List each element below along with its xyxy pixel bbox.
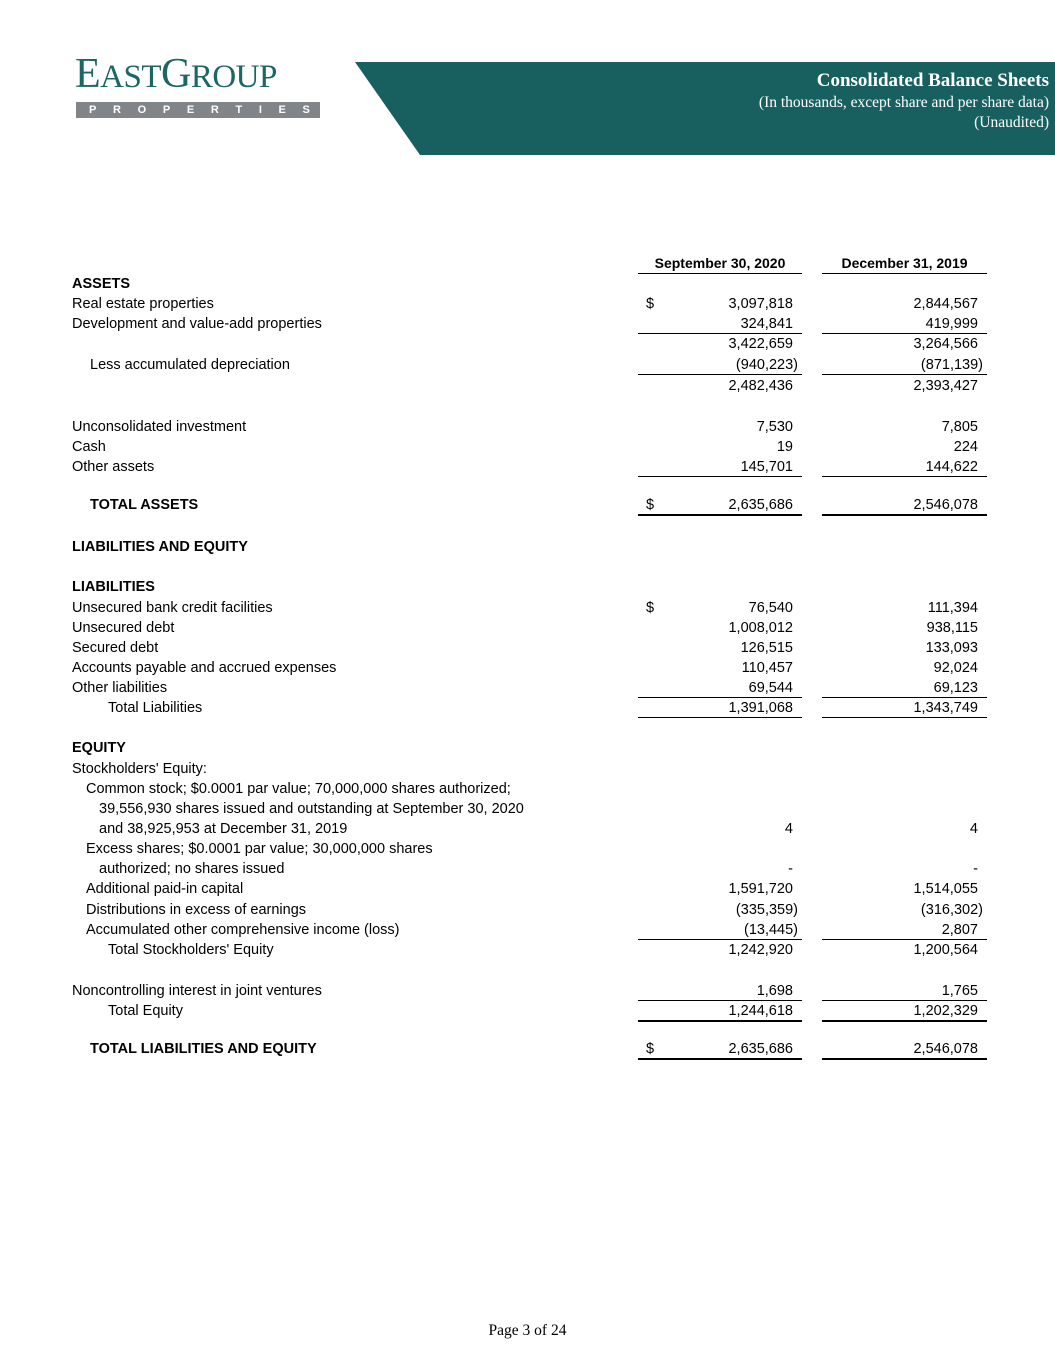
page-number: Page 3 of 24 <box>488 1322 567 1339</box>
row-label: Accumulated other comprehensive income (loss) <box>86 922 400 938</box>
row-label: Less accumulated depreciation <box>90 357 290 373</box>
row-label: Other assets <box>72 459 155 475</box>
value-dec-2019: 2,807 <box>941 922 978 938</box>
page-subtitle: (In thousands, except share and per share data) <box>758 94 1049 111</box>
value-sep-2020: - <box>788 861 793 877</box>
row-label: Real estate properties <box>72 296 214 312</box>
dollar-sign: $ <box>646 1041 655 1057</box>
subtotal-underline <box>638 374 802 375</box>
value-sep-2020: 145,701 <box>740 459 793 475</box>
value-sep-2020: 2,635,686 <box>728 497 793 513</box>
value-sep-2020: 69,544 <box>748 680 793 696</box>
total-underline <box>638 514 802 516</box>
value-dec-2019: - <box>973 861 978 877</box>
row-label: Unsecured debt <box>72 620 175 636</box>
dollar-sign: $ <box>646 497 655 513</box>
column-header-sep-2020: September 30, 2020 <box>638 255 802 274</box>
row-label: Development and value-add properties <box>72 316 322 332</box>
value-dec-2019: 938,115 <box>926 620 978 636</box>
value-sep-2020: 19 <box>776 439 793 455</box>
value-dec-2019: 7,805 <box>941 419 978 435</box>
row-label: Total Stockholders' Equity <box>108 942 274 958</box>
table-row <box>0 800 1055 820</box>
subtotal-underline <box>638 939 802 940</box>
logo-letter: I <box>258 104 262 116</box>
value-sep-2020: (335,359) <box>735 902 798 918</box>
logo-letter: O <box>137 104 147 116</box>
value-dec-2019: 2,393,427 <box>913 378 978 394</box>
row-label: and 38,925,953 at December 31, 2019 <box>99 821 348 837</box>
row-label: Secured debt <box>72 640 159 656</box>
subtotal-underline <box>822 374 987 375</box>
value-dec-2019: 2,546,078 <box>913 1041 978 1057</box>
row-label: Common stock; $0.0001 par value; 70,000,000 shares authorized; <box>86 781 511 797</box>
subtotal-underline <box>822 476 987 477</box>
row-label: TOTAL ASSETS <box>90 497 199 513</box>
table-row <box>0 880 1055 900</box>
table-row <box>0 538 1055 558</box>
value-dec-2019: 2,546,078 <box>913 497 978 513</box>
table-row <box>0 295 1055 315</box>
row-label: Total Equity <box>108 1003 183 1019</box>
subtotal-underline <box>638 333 802 334</box>
table-row <box>0 496 1055 516</box>
total-underline <box>638 1020 802 1022</box>
table-row <box>0 619 1055 639</box>
table-row <box>0 921 1055 941</box>
logo-letter: R <box>210 104 219 116</box>
table-row <box>0 377 1055 397</box>
value-dec-2019: 4 <box>969 821 978 837</box>
table-row <box>0 659 1055 679</box>
table-row <box>0 1002 1055 1022</box>
row-label: authorized; no shares issued <box>99 861 285 877</box>
subtotal-underline <box>822 1000 987 1001</box>
dollar-sign: $ <box>646 296 655 312</box>
logo-letter: E <box>186 104 195 116</box>
value-sep-2020: 3,097,818 <box>728 296 793 312</box>
logo-letter: E <box>278 104 286 116</box>
value-dec-2019: (871,139) <box>920 357 983 373</box>
value-sep-2020: 2,482,436 <box>728 378 793 394</box>
subtotal-underline <box>822 717 987 718</box>
subtotal-underline <box>638 697 802 698</box>
row-label: Noncontrolling interest in joint ventures <box>72 983 322 999</box>
row-label: Other liabilities <box>72 680 168 696</box>
value-dec-2019: 224 <box>953 439 978 455</box>
value-sep-2020: 4 <box>784 821 793 837</box>
row-label: Distributions in excess of earnings <box>86 902 307 918</box>
subtotal-underline <box>638 1000 802 1001</box>
table-row <box>0 458 1055 478</box>
table-row <box>0 578 1055 598</box>
value-dec-2019: 1,202,329 <box>913 1003 978 1019</box>
row-label: LIABILITIES AND EQUITY <box>72 539 248 555</box>
table-row <box>0 599 1055 619</box>
logo-letter: P <box>162 104 171 116</box>
value-dec-2019: 1,200,564 <box>913 942 978 958</box>
value-sep-2020: 3,422,659 <box>728 336 793 352</box>
table-row <box>0 901 1055 921</box>
table-row <box>0 679 1055 699</box>
row-label: Unsecured bank credit facilities <box>72 600 273 616</box>
table-row <box>0 941 1055 961</box>
value-dec-2019: 1,514,055 <box>913 881 978 897</box>
row-label: Excess shares; $0.0001 par value; 30,000,000 shares <box>86 841 433 857</box>
table-row <box>0 739 1055 759</box>
table-row <box>0 982 1055 1002</box>
table-row <box>0 780 1055 800</box>
subtotal-underline <box>822 333 987 334</box>
row-label: TOTAL LIABILITIES AND EQUITY <box>90 1041 317 1057</box>
row-label: Stockholders' Equity: <box>72 761 207 777</box>
total-underline <box>822 1020 987 1022</box>
table-row <box>0 639 1055 659</box>
row-label: Total Liabilities <box>108 700 203 716</box>
row-label: EQUITY <box>72 740 126 756</box>
value-sep-2020: 126,515 <box>740 640 793 656</box>
table-row <box>0 699 1055 719</box>
row-label: ASSETS <box>72 276 131 292</box>
value-sep-2020: 1,008,012 <box>728 620 793 636</box>
row-label: Accounts payable and accrued expenses <box>72 660 337 676</box>
value-dec-2019: 69,123 <box>933 680 978 696</box>
value-dec-2019: 419,999 <box>925 316 978 332</box>
value-sep-2020: 1,391,068 <box>728 700 793 716</box>
dollar-sign: $ <box>646 600 655 616</box>
table-row <box>0 335 1055 355</box>
company-logo: EASTGROUP <box>75 51 277 97</box>
logo-letter: P <box>89 104 97 116</box>
value-sep-2020: 7,530 <box>756 419 793 435</box>
table-row <box>0 820 1055 840</box>
value-sep-2020: 110,457 <box>741 660 793 676</box>
row-label: Additional paid-in capital <box>86 881 244 897</box>
value-sep-2020: 1,242,920 <box>728 942 793 958</box>
column-header-dec-2019: December 31, 2019 <box>822 255 987 274</box>
value-sep-2020: 1,591,720 <box>728 881 793 897</box>
page-title: Consolidated Balance Sheets <box>816 70 1049 91</box>
value-dec-2019: 3,264,566 <box>913 336 978 352</box>
table-row <box>0 356 1055 376</box>
value-dec-2019: 144,622 <box>925 459 978 475</box>
value-sep-2020: (13,445) <box>743 922 798 938</box>
table-row <box>0 315 1055 335</box>
value-sep-2020: 324,841 <box>740 316 793 332</box>
logo-letter: T <box>235 104 243 116</box>
row-label: Unconsolidated investment <box>72 419 247 435</box>
total-underline <box>638 1058 802 1060</box>
value-sep-2020: 76,540 <box>748 600 793 616</box>
table-row <box>0 418 1055 438</box>
subtotal-underline <box>822 939 987 940</box>
value-dec-2019: (316,302) <box>920 902 983 918</box>
value-sep-2020: 2,635,686 <box>728 1041 793 1057</box>
row-label: 39,556,930 shares issued and outstanding at September 30, 2020 <box>99 801 524 817</box>
total-underline <box>822 514 987 516</box>
subtotal-underline <box>822 697 987 698</box>
table-row <box>0 275 1055 295</box>
total-underline <box>822 1058 987 1060</box>
table-row <box>0 760 1055 780</box>
row-label: LIABILITIES <box>72 579 155 595</box>
value-sep-2020: 1,244,618 <box>728 1003 793 1019</box>
value-sep-2020: (940,223) <box>735 357 798 373</box>
row-label: Cash <box>72 439 106 455</box>
table-row <box>0 840 1055 860</box>
table-row <box>0 1040 1055 1060</box>
table-row <box>0 860 1055 880</box>
subtotal-underline <box>638 717 802 718</box>
value-sep-2020: 1,698 <box>756 983 793 999</box>
table-row <box>0 438 1055 458</box>
value-dec-2019: 1,765 <box>941 983 978 999</box>
value-dec-2019: 133,093 <box>925 640 978 656</box>
unaudited-note: (Unaudited) <box>974 114 1049 131</box>
value-dec-2019: 111,394 <box>927 600 978 616</box>
value-dec-2019: 1,343,749 <box>913 700 978 716</box>
value-dec-2019: 92,024 <box>933 660 978 676</box>
logo-letter: R <box>113 104 121 116</box>
logo-properties-bar <box>76 102 320 118</box>
logo-letter: S <box>302 104 310 116</box>
value-dec-2019: 2,844,567 <box>913 296 978 312</box>
subtotal-underline <box>638 476 802 477</box>
